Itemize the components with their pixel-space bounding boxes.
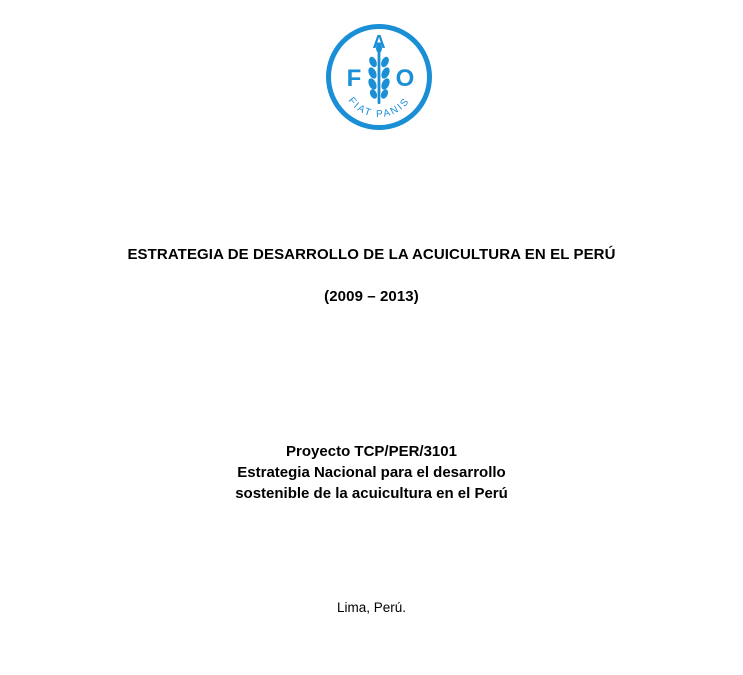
logo-letter-a: A <box>372 32 386 52</box>
project-description <box>0 441 743 504</box>
logo-motto: FIAT PANIS <box>345 95 413 121</box>
logo-letter-f: F <box>346 65 362 92</box>
document-period: (2009 – 2013) <box>324 288 419 305</box>
project-line: Estrategia Nacional para el desarrollo <box>237 464 506 481</box>
publication-place: Lima, Perú. <box>336 600 407 615</box>
document-title: ESTRATEGIA DE DESARROLLO DE LA ACUICULTURA EN EL PERÚ <box>127 246 616 263</box>
fao-logo <box>324 22 434 132</box>
logo-letter-o: O <box>395 65 415 92</box>
project-line: sostenible de la acuicultura en el Perú <box>235 485 508 502</box>
project-line: Proyecto TCP/PER/3101 <box>286 443 457 460</box>
